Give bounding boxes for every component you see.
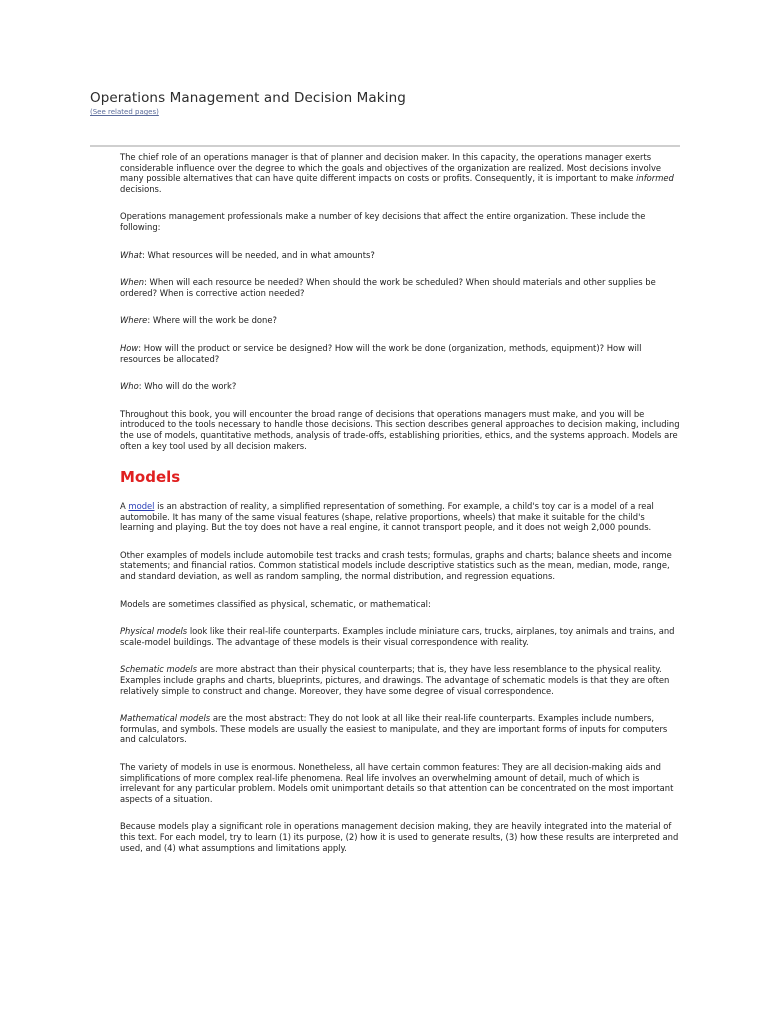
header-divider xyxy=(90,145,680,147)
model-type-text: are the most abstract: They do not look at all like their real-life counterparts. Examples include numbers, formulas, and symbols. These models are usually the easiest to manipulate, and they are important forms of inputs for computers and calculators. xyxy=(120,713,668,745)
intro-text-end: decisions. xyxy=(120,183,162,194)
model-type-term: Physical models xyxy=(120,626,188,637)
model-role-paragraph: Because models play a significant role in operations management decision making, they are heavily integrated into the material of this text. For each model, try to learn (1) its purpose, (2) how it is used to generate results, (3) how these results are interpreted and used, and (4) what assumptions and limitations apply. xyxy=(120,821,679,853)
question-text: : What resources will be needed, and in what amounts? xyxy=(142,249,375,260)
article-body xyxy=(120,152,680,870)
question-what xyxy=(120,250,680,261)
intro-text-start: The chief role of an operations manager is that of planner and decision maker. In this capacity, the operations manager exerts considerable influence over the degree to which the goals and objectives of the organization are realized. Most decisions involve many possible alternatives that can have quite different impacts on costs or profits. Consequently, it is important to make xyxy=(120,152,662,184)
physical-models-paragraph xyxy=(120,626,680,647)
question-term: How xyxy=(120,342,139,353)
model-examples-paragraph: Other examples of models include automobile test tracks and crash tests; formulas, graphs and charts; balance sheets and income statements; and financial ratios. Common statistical models include descriptive statistics such as the mean, median, mode, range, and standard deviation, as well as random sampling, the normal distribution, and regression equations. xyxy=(120,549,672,582)
page-title: Operations Management and Decision Making xyxy=(90,90,406,106)
intro-emphasis: informed xyxy=(636,173,674,184)
question-text: : Who will do the work? xyxy=(138,381,237,392)
question-text: : When will each resource be needed? When should the work be scheduled? When should materials and other supplies be ordered? When is corrective action needed? xyxy=(120,277,656,298)
model-type-term: Schematic models xyxy=(120,664,197,675)
model-link[interactable]: model xyxy=(128,501,155,512)
model-definition-paragraph xyxy=(120,501,680,533)
models-heading: Models xyxy=(120,468,181,487)
see-related-pages-link[interactable]: (See related pages) xyxy=(90,108,159,116)
model-type-text: are more abstract than their physical counterparts; that is, they have less resemblance to the physical reality. Examples include graphs and charts, blueprints, pictures, and drawings. The advantage of schematic models is that they are often relatively simple to construct and change. Moreover, they have some degree of visual correspondence. xyxy=(120,664,670,696)
question-term: Where xyxy=(120,315,148,326)
closing-intro-paragraph: Throughout this book, you will encounter the broad range of decisions that operations managers must make, and you will be introduced to the tools necessary to handle those decisions. This section describes general approaches to decision making, including the use of models, quantitative methods, analysis of trade-offs, establishing priorities, ethics, and the systems approach. Models are often a key tool used by all decision makers. xyxy=(120,408,680,451)
model-definition-end: is an abstraction of reality, a simplified representation of something. For example, a child's toy car is a model of a real automobile. It has many of the same visual features (shape, relative proportions, wheels) that make it suitable for the child's learning and playing. But the toy does not have a real engine, it cannot transport people, and it does not weigh 2,000 pounds. xyxy=(120,501,654,533)
model-classification-paragraph: Models are sometimes classified as physical, schematic, or mathematical: xyxy=(120,598,431,609)
model-definition-start: A xyxy=(120,501,129,512)
question-who xyxy=(120,381,680,392)
model-variety-paragraph: The variety of models in use is enormous. Nonetheless, all have certain common features: They are all decision-making aids and simplifications of more complex real-life phenomena. Real life involves an overwhelming amount of detail, much of which is irrelevant for any particular problem. Models omit unimportant details so that attention can be concentrated on the most important aspects of a situation. xyxy=(120,762,674,804)
question-where xyxy=(120,315,680,326)
question-term: When xyxy=(120,277,145,288)
question-when xyxy=(120,277,680,298)
question-term: What xyxy=(120,249,143,260)
question-text: : Where will the work be done? xyxy=(147,315,277,326)
model-type-term: Mathematical models xyxy=(120,713,211,724)
question-term: Who xyxy=(120,381,139,392)
intro-paragraph xyxy=(120,152,680,194)
model-type-text: look like their real-life counterparts. Examples include miniature cars, trucks, airplanes, toy animals and trains, and scale-model buildings. The advantage of these models is their visual correspondence with reality. xyxy=(120,626,675,647)
schematic-models-paragraph xyxy=(120,664,680,696)
question-how xyxy=(120,343,680,364)
question-text: : How will the product or service be designed? How will the work be done (organization, methods, equipment)? How will resources be allocated? xyxy=(120,342,642,364)
key-decisions-paragraph: Operations management professionals make a number of key decisions that affect the entire organization. These include the following: xyxy=(120,211,646,232)
mathematical-models-paragraph xyxy=(120,713,680,745)
